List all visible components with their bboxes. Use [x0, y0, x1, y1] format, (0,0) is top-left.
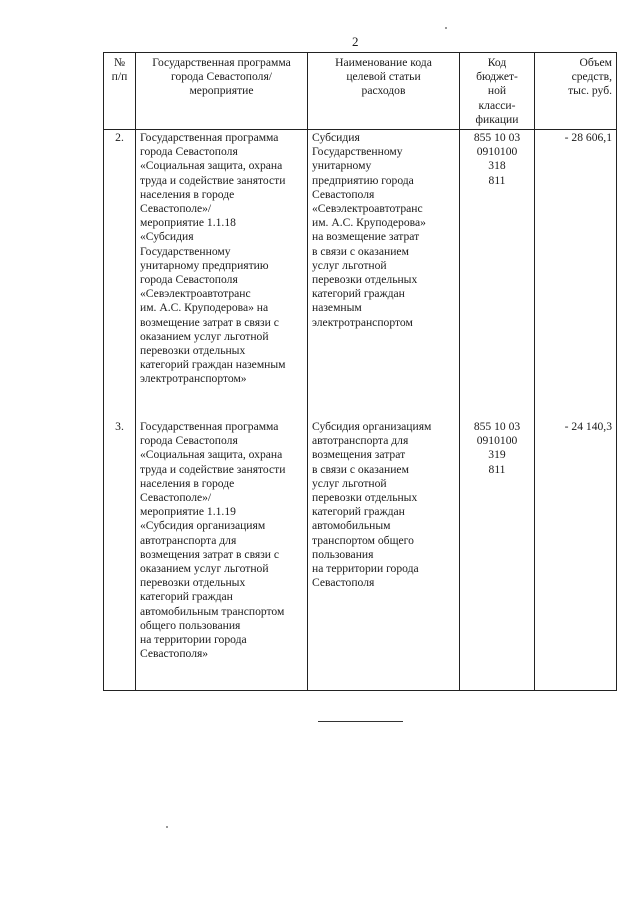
row-expense-name: Субсидия Государственному унитарному предприятию города Севастополя «Севэлектроавтотранс им. А.С. Круподерова» на возмещение затрат в связи с оказанием услуг льготной перевозки отдельных категорий граждан наземным электротранспортом [308, 130, 460, 420]
scan-speck [445, 27, 447, 29]
table-header-row [104, 53, 617, 130]
header-amount: Объем средств, тыс. руб. [535, 53, 617, 130]
row-expense-name: Субсидия организациям автотранспорта для возмещения затрат в связи с оказанием услуг льготной перевозки отдельных категорий граждан автомобильным транспортом общего пользования на территории города Севастополя [308, 419, 460, 691]
scan-speck [166, 826, 168, 828]
header-expense-code-name: Наименование кода целевой статьи расходов [308, 53, 460, 130]
row-amount: - 24 140,3 [535, 419, 617, 691]
table-row [104, 130, 617, 420]
row-number: 3. [104, 419, 136, 691]
row-number: 2. [104, 130, 136, 420]
closing-divider-line [318, 721, 403, 722]
page-number: 2 [352, 34, 359, 49]
header-budget-code: Код бюджет- ной класси- фикации [460, 53, 535, 130]
table-row [104, 419, 617, 691]
row-amount: - 28 606,1 [535, 130, 617, 420]
row-budget-code: 855 10 03 0910100 319 811 [460, 419, 535, 691]
row-program: Государственная программа города Севастополя «Социальная защита, охрана труда и содействие занятости населения в городе Севастополе»/ мероприятие 1.1.19 «Субсидия организациям автотранспорта для возмещения затрат в связи с оказанием услуг льготной перевозки отдельных категорий граждан автомобильным транспортом общего пользования на территории города Севастополя» [136, 419, 308, 691]
row-program: Государственная программа города Севастополя «Социальная защита, охрана труда и содействие занятости населения в городе Севастополе»/ мероприятие 1.1.18 «Субсидия Государственному унитарному предприятию города Севастополя «Севэлектроавтотранс им. А.С. Круподерова» на возмещение затрат в связи с оказанием услуг льготной перевозки отдельных категорий граждан наземным электротранспортом» [136, 130, 308, 420]
header-number: № п/п [104, 53, 136, 130]
header-program: Государственная программа города Севастополя/ мероприятие [136, 53, 308, 130]
budget-table [103, 52, 617, 691]
row-budget-code: 855 10 03 0910100 318 811 [460, 130, 535, 420]
